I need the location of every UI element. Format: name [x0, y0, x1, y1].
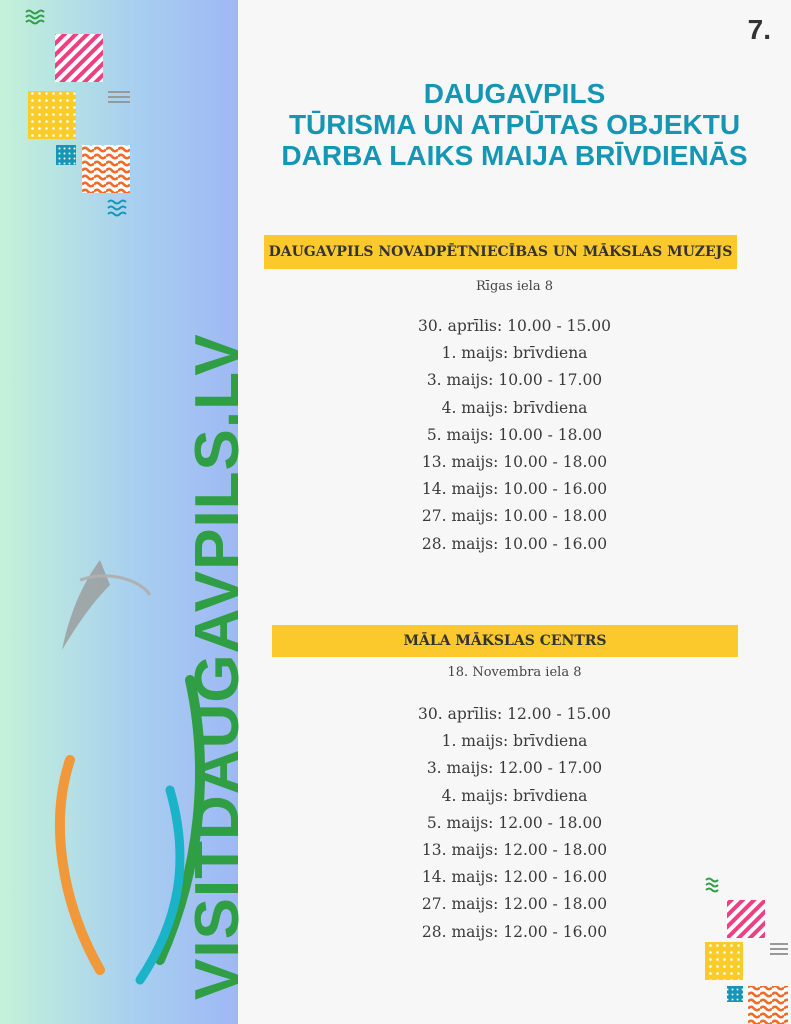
hours-item: 14. maijs: 12.00 - 16.00: [421, 868, 608, 887]
hours-item: 3. maijs: 12.00 - 17.00: [426, 759, 603, 778]
brand-block: [20, 0, 252, 1024]
hours-item: 13. maijs: 12.00 - 18.00: [421, 840, 608, 859]
hours-item: 4. maijs: brīvdiena: [441, 786, 588, 805]
hours-item: 1. maijs: brīvdiena: [441, 344, 588, 363]
page-title: [238, 78, 791, 171]
hours-item: 30. aprīlis: 10.00 - 15.00: [418, 317, 611, 335]
hours-item: 4. maijs: brīvdiena: [441, 398, 588, 417]
title-line-1: DAUGAVPILS: [423, 78, 606, 109]
hours-item: 28. maijs: 10.00 - 16.00: [421, 534, 608, 553]
hours-item: 28. maijs: 12.00 - 16.00: [421, 922, 608, 941]
yellow-dots-square: [705, 942, 743, 980]
section-address-museum: Rīgas iela 8: [476, 279, 553, 294]
section-header-museum: DAUGAVPILS NOVADPĒTNIECĪBAS UN MĀKSLAS MUZEJS: [264, 235, 737, 269]
hours-list-clay-art-centre: [238, 701, 791, 946]
hours-item: 1. maijs: brīvdiena: [441, 732, 588, 751]
section-header-clay-art-centre: MĀLA MĀKSLAS CENTRS: [272, 625, 738, 657]
brand-text: VISITDAUGAVPILS.LV: [183, 333, 252, 1000]
hours-item: 27. maijs: 10.00 - 18.00: [421, 507, 608, 526]
section-address-clay-art-centre: 18. Novembra iela 8: [447, 665, 582, 680]
hours-item: 5. maijs: 10.00 - 18.00: [426, 425, 603, 444]
hours-item: 13. maijs: 10.00 - 18.00: [421, 452, 608, 471]
title-line-3: DARBA LAIKS MAIJA BRĪVDIENĀS: [281, 140, 748, 171]
teal-dots-square: [727, 986, 743, 1002]
hours-item: 14. maijs: 10.00 - 16.00: [421, 480, 608, 499]
orange-waves-square: [748, 986, 788, 1024]
hours-item: 5. maijs: 12.00 - 18.00: [426, 813, 603, 832]
title-line-2: TŪRISMA UN ATPŪTAS OBJEKTU: [288, 109, 741, 140]
hours-list-museum: [238, 313, 791, 558]
hours-item: 3. maijs: 10.00 - 17.00: [426, 371, 603, 390]
page-number: 7.: [747, 14, 771, 45]
hours-item: 30. aprīlis: 12.00 - 15.00: [418, 705, 611, 723]
hours-item: 27. maijs: 12.00 - 18.00: [421, 895, 608, 914]
